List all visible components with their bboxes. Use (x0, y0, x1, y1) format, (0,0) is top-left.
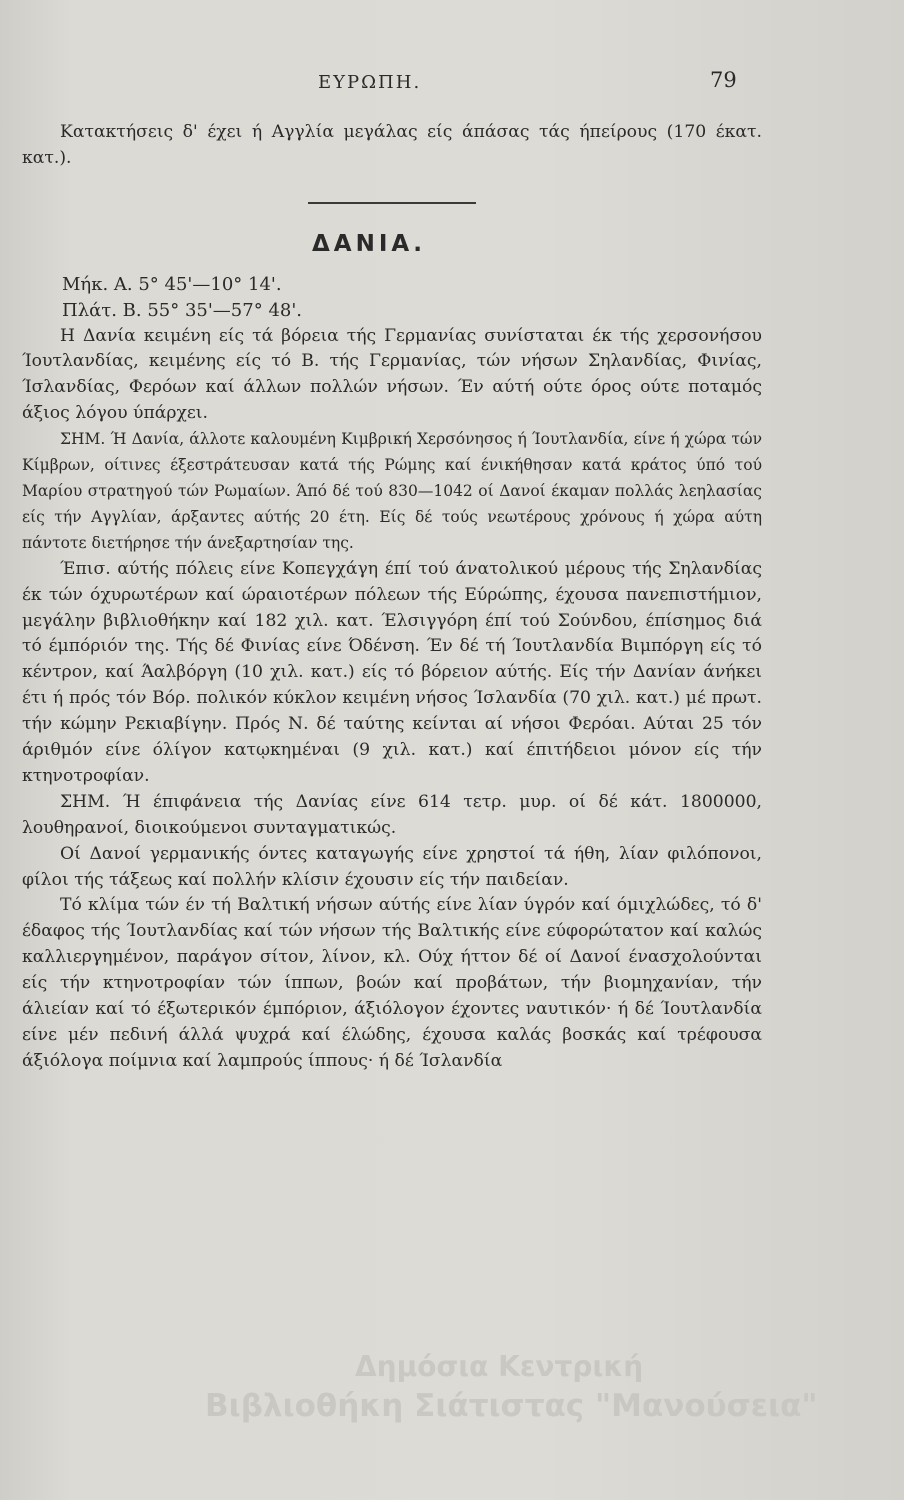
page-header (0, 62, 904, 102)
running-head: ΕΥΡΩΠΗ. (318, 72, 422, 93)
note-history: ΣΗΜ. Ή Δανία, άλλοτε καλουμένη Κιμβρική Χερσόνησος ή Ίουτλανδία, είνε ή χώρα τών Κίμβρων, οίτινες έξεστράτευσαν κατά τής Ρώμης καί ένικήθησαν κατά κράτος ύπό τού Μαρίου στρατηγού τών Ρωμαίων. Άπό δέ τού 830—1042 οί Δανοί έκαμαν πολλάς λεηλασίας είς τήν Αγγλίαν, άρξαντες αύτής 20 έτη. Είς δέ τούς νεωτέρους χρόνους ή χώρα αύτη πάντοτε διετήρησε τήν άνεξαρτησίαν της. (22, 430, 762, 552)
watermark-line-1: Δημόσια Κεντρική (355, 1350, 644, 1383)
paragraph-climate: Τό κλίμα τών έν τή Βαλτική νήσων αύτής είνε λίαν ύγρόν καί όμιχλώδες, τό δ' έδαφος τής Ίουτλανδίας καί τών νήσων τής Βαλτικής είνε εύφορώτατον καί καλώς καλλιεργημένον, παράγον σίτον, λίνον, κλ. Ούχ ήττον δέ οί Δανοί ένασχολούνται είς τήν κτηνοτροφίαν τών ίππων, βοών καί προβάτων, τήν βιομηχανίαν, τήν άλιείαν καί τό έξωτερικόν έμπόριον, άξιόλογον έχοντες ναυτικόν· ή δέ Ίουτλανδία είνε μέν πεδινή άλλά ψυχρά καί έλώδης, έχουσα καλάς βοσκάς καί τρέφουσα άξιόλογα ποίμνια καί λαμπρούς ίππους· ή δέ Ίσλανδία (22, 895, 762, 1071)
library-watermark (0, 1350, 904, 1450)
paragraph-cities: Έπισ. αύτής πόλεις είνε Κοπεγχάγη έπί τού άνατολικού μέρους τής Σηλανδίας έκ τών όχυρωτέρων καί ώραιοτέρων πόλεων τής Εύρώπης, έχουσα πανεπιστήμιον, μεγάλην βιβλιοθήκην καί 182 χιλ. κατ. Έλσιγγόρη έπί τού Σούνδου, έπίσημος διά τό έμπόριόν της. Τής δέ Φινίας είνε Όδένση. Έν δέ τή Ίουτλανδία Βιμπόργη είς τό κέντρον, καί Άαλβόργη (10 χιλ. κατ.) είς τό βόρειον αύτής. Είς τήν Δανίαν άνήκει έτι ή πρός τόν Βόρ. πολικόν κύκλον κειμένη νήσος Ίσλανδία (70 χιλ. κατ.) μέ πρωτ. τήν κώμην Ρεκιαβίγην. Πρός Ν. δέ ταύτης κείνται αί νήσοι Φερόαι. Αύται 25 τόν άριθμόν είνε όλίγον κατῳκημέναι (9 χιλ. κατ.) καί έπιτήδειοι μόνον είς τήν κτηνοτροφίαν. (22, 558, 762, 786)
intro-paragraph: Κατακτήσεις δ' έχει ή Αγγλία μεγάλας είς άπάσας τάς ήπείρους (170 έκατ. κατ.). (22, 122, 762, 168)
note-population: ΣΗΜ. Ή έπιφάνεια τής Δανίας είνε 614 τετρ. μυρ. οί δέ κάτ. 1800000, λουθηρανοί, διοικούμενοι συνταγματικώς. (22, 791, 762, 838)
latitude-line: Πλάτ. Β. 55° 35'—57° 48'. (62, 299, 303, 321)
watermark-line-2: Βιβλιοθήκη Σιάτιστας "Μανούσεια" (205, 1388, 818, 1424)
page-body (22, 120, 762, 1075)
longitude-line: Μήκ. Α. 5° 45'—10° 14'. (62, 273, 282, 295)
paragraph-geography: Η Δανία κειμένη είς τά βόρεια τής Γερμανίας συνίσταται έκ τής χερσονήσου Ίουτλανδίας, κειμένης είς τό Β. τής Γερμανίας, τών νήσων Σηλανδίας, Φινίας, Ίσλανδίας, Φερόων καί άλλων πολλών νήσων. Έν αύτή ούτε όρος ούτε ποταμός άξιος λόγου ύπάρχει. (22, 325, 762, 424)
section-title: ΔΑΝΙΑ. (312, 230, 426, 257)
paragraph-people: Οί Δανοί γερμανικής όντες καταγωγής είνε χρηστοί τά ήθη, λίαν φιλόπονοι, φίλοι τής τάξεως καί πολλήν κλίσιν έχουσιν είς τήν παιδείαν. (22, 843, 762, 890)
section-divider (308, 202, 476, 204)
page-number: 79 (710, 68, 737, 92)
